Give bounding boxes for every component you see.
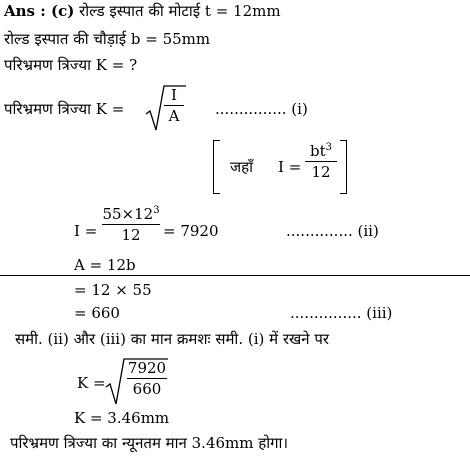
eq1-tag: ............... (i)	[215, 100, 308, 118]
note-lhs: I =	[278, 158, 302, 176]
eq5-value: = 660	[74, 304, 120, 322]
eq1-denominator: A	[168, 107, 180, 125]
eq2-rhs: = 7920	[163, 222, 219, 240]
eq6-numerator: 7920	[127, 359, 167, 377]
eq6-lhs: K =	[77, 374, 106, 392]
note-left-bracket	[213, 140, 220, 194]
note-fraction-bar	[305, 161, 337, 162]
eq7-result: K = 3.46mm	[74, 409, 170, 427]
note-word: जहाँ	[230, 158, 253, 176]
note-right-bracket	[340, 140, 347, 194]
eq1-numerator: I	[171, 86, 177, 104]
eq2-tag: .............. (ii)	[286, 222, 379, 240]
answer-line	[4, 2, 281, 20]
thickness-text: रोल्ड इस्पात की मोटाई t = 12mm	[74, 2, 281, 20]
eq2-fraction-bar	[102, 224, 160, 225]
eq2-denominator: 12	[121, 226, 141, 244]
eq6-denominator: 660	[132, 380, 162, 398]
eq2-lhs: I =	[74, 222, 98, 240]
radius-question: परिभ्रमण त्रिज्या K = ?	[4, 56, 138, 74]
page-divider	[0, 275, 470, 276]
eq6-fraction-bar	[127, 378, 167, 379]
eq4-product: = 12 × 55	[74, 281, 152, 299]
eq2-fraction	[102, 205, 160, 244]
width-text: रोल्ड इस्पात की चौड़ाई b = 55mm	[4, 30, 211, 48]
eq2-numerator: $55\times 12^3$	[102, 205, 160, 223]
eq1-fraction-bar	[164, 105, 184, 106]
eq1-fraction	[164, 86, 184, 125]
substitution-sentence: समी. (ii) और (iii) का मान क्रमशः समी. (i) में रखने पर	[15, 330, 330, 348]
answer-label: Ans : (c)	[4, 2, 75, 20]
conclusion-text: परिभ्रमण त्रिज्या का न्यूनतम मान 3.46mm होगा।	[10, 434, 289, 452]
note-numerator: $bt^3$	[309, 142, 332, 160]
note-denominator: 12	[311, 163, 331, 181]
eq1-lhs: परिभ्रमण त्रिज्या K =	[4, 100, 125, 118]
note-fraction	[305, 142, 337, 181]
eq6-fraction	[127, 359, 167, 398]
eq5-tag: ............... (iii)	[290, 304, 393, 322]
eq3-area: A = 12b	[74, 256, 136, 274]
